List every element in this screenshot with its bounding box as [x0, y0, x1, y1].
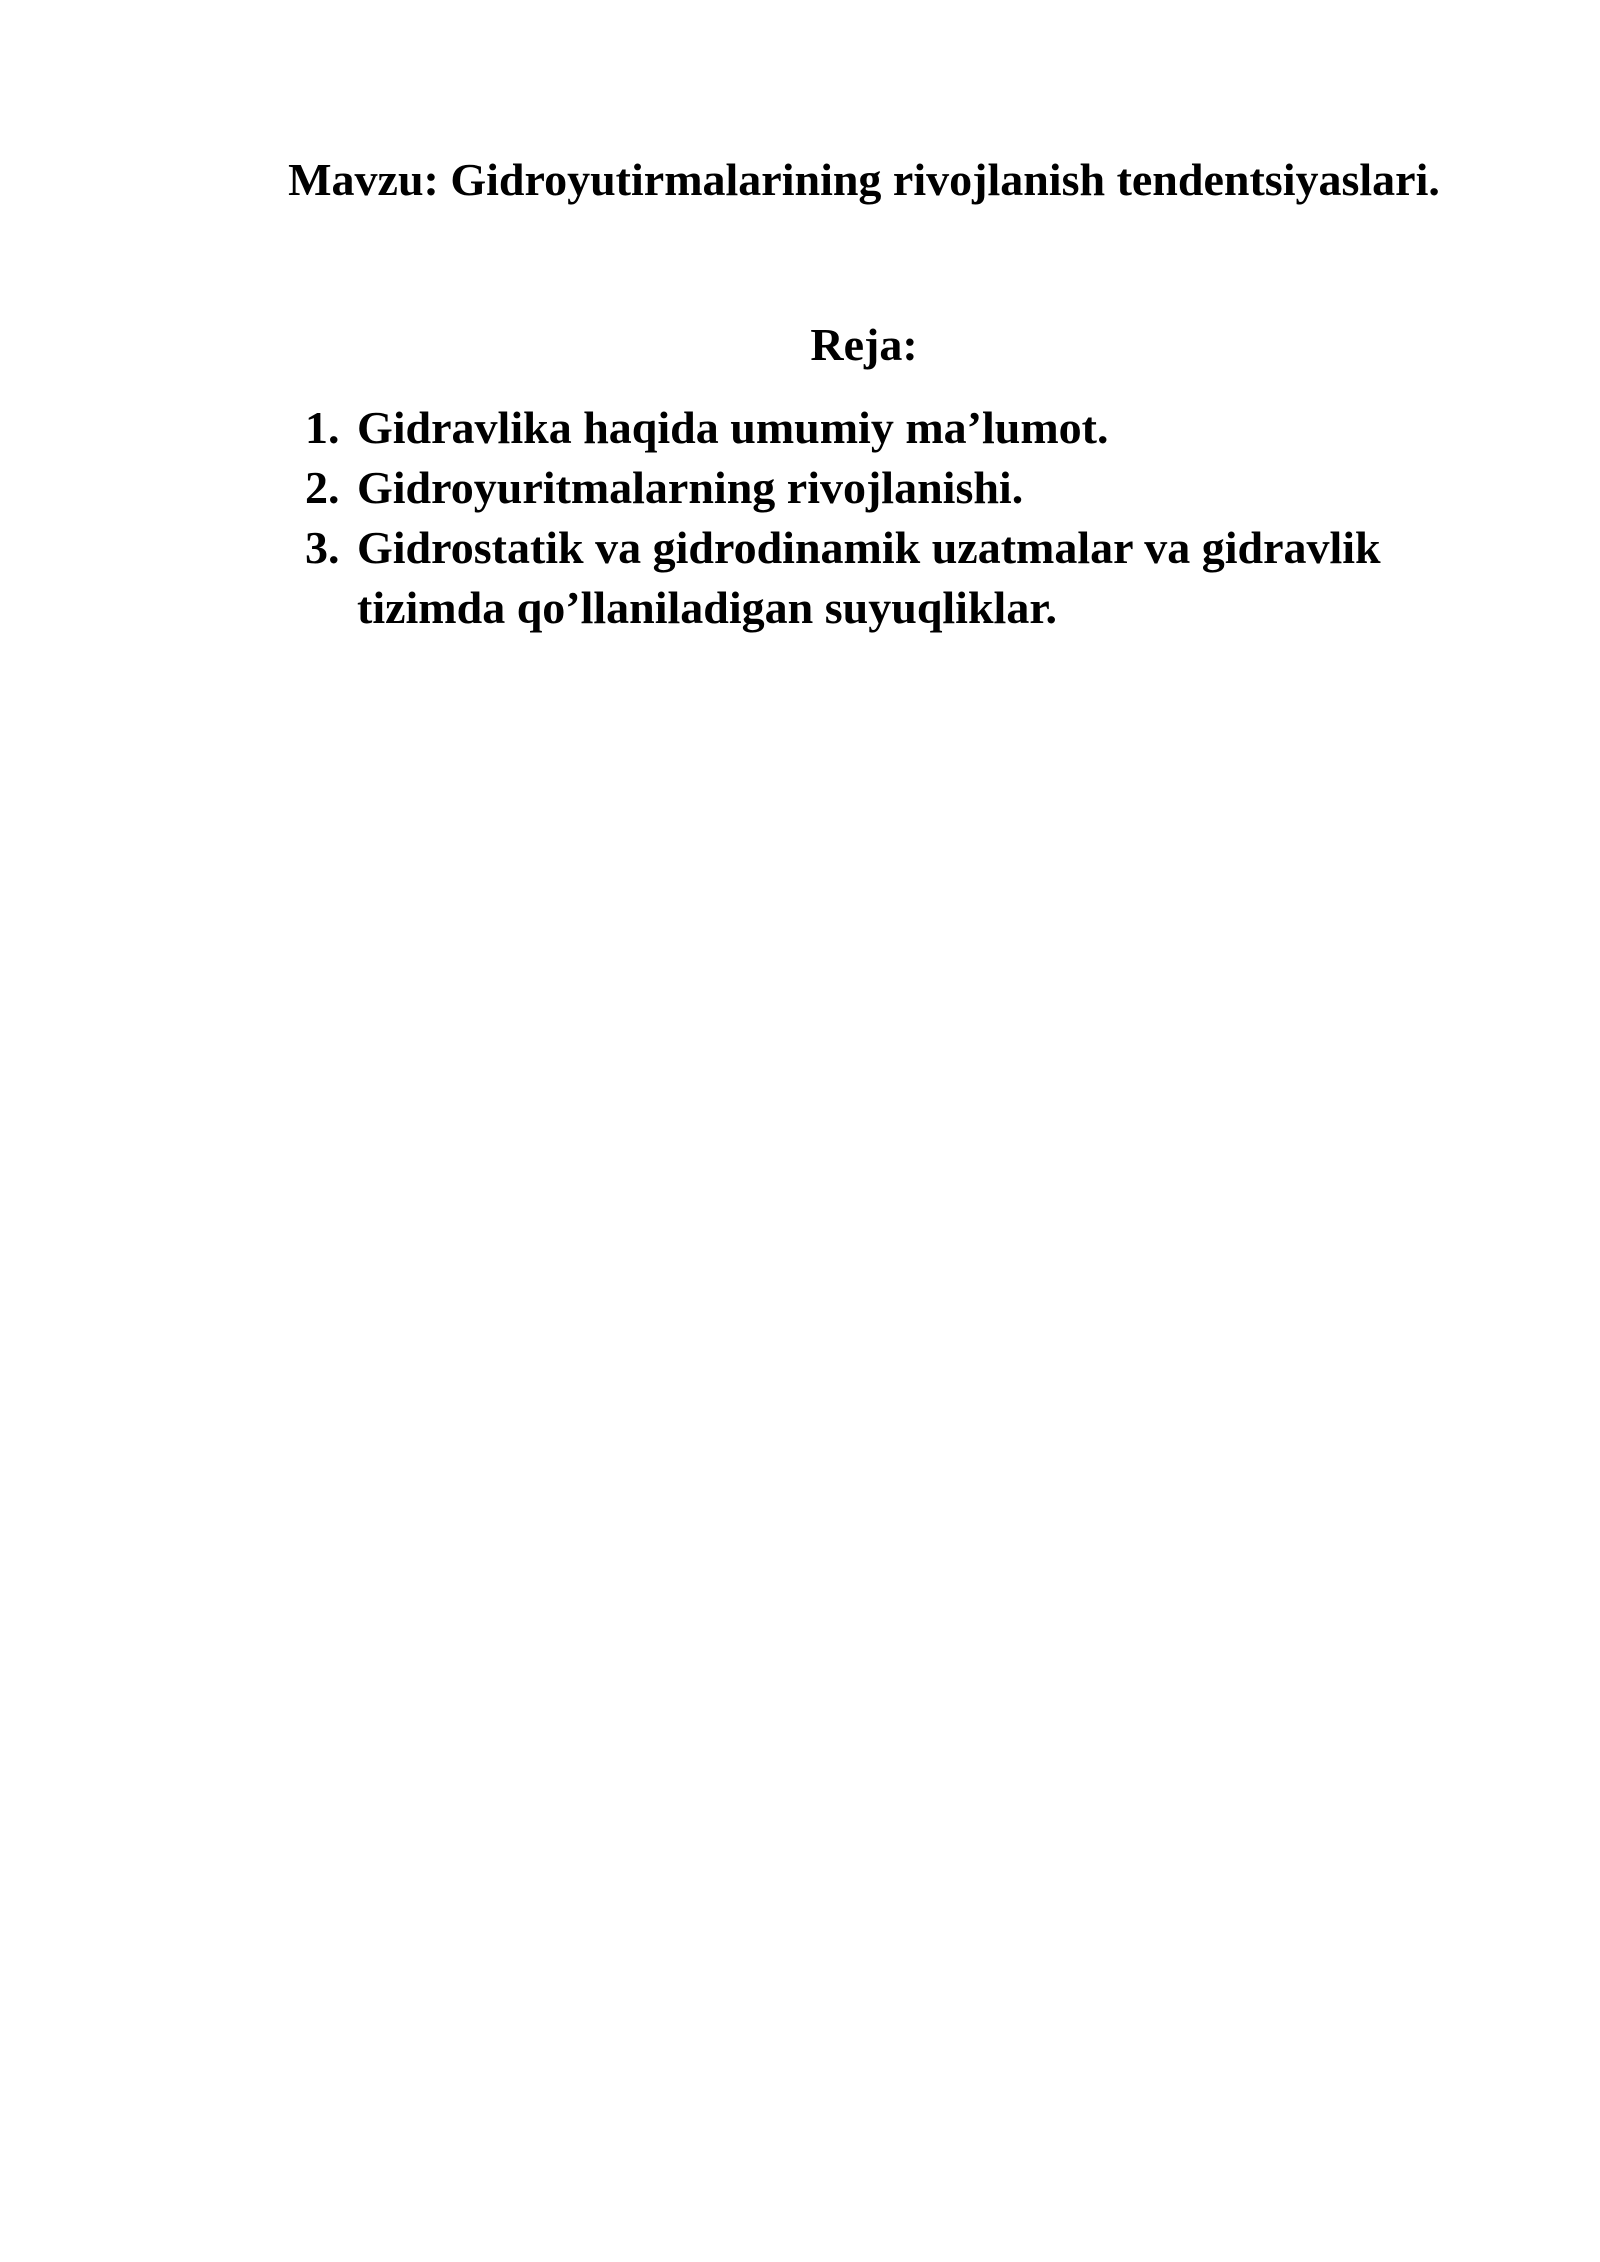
- plan-item-text: Gidravlika haqida umumiy ma’lumot.: [357, 402, 1109, 453]
- plan-item-number: 1.: [305, 402, 340, 453]
- plan-item-text: Gidrostatik va gidrodinamik uzatmalar va gidravlik tizimda qo’llaniladigan suyuqliklar.: [357, 522, 1381, 633]
- plan-list-item: [305, 398, 1485, 458]
- plan-item-text: Gidroyuritmalarning rivojlanishi.: [357, 462, 1024, 513]
- plan-item-number: 2.: [305, 462, 340, 513]
- plan-heading: Reja:: [810, 319, 918, 370]
- plan-item-number: 3.: [305, 522, 340, 573]
- plan-list-item: [305, 458, 1485, 518]
- document-title: Mavzu: Gidroyutirmalarining rivojlanish tendentsiyaslari.: [288, 154, 1440, 205]
- plan-list-item: [305, 518, 1485, 638]
- plan-list: [305, 398, 1485, 638]
